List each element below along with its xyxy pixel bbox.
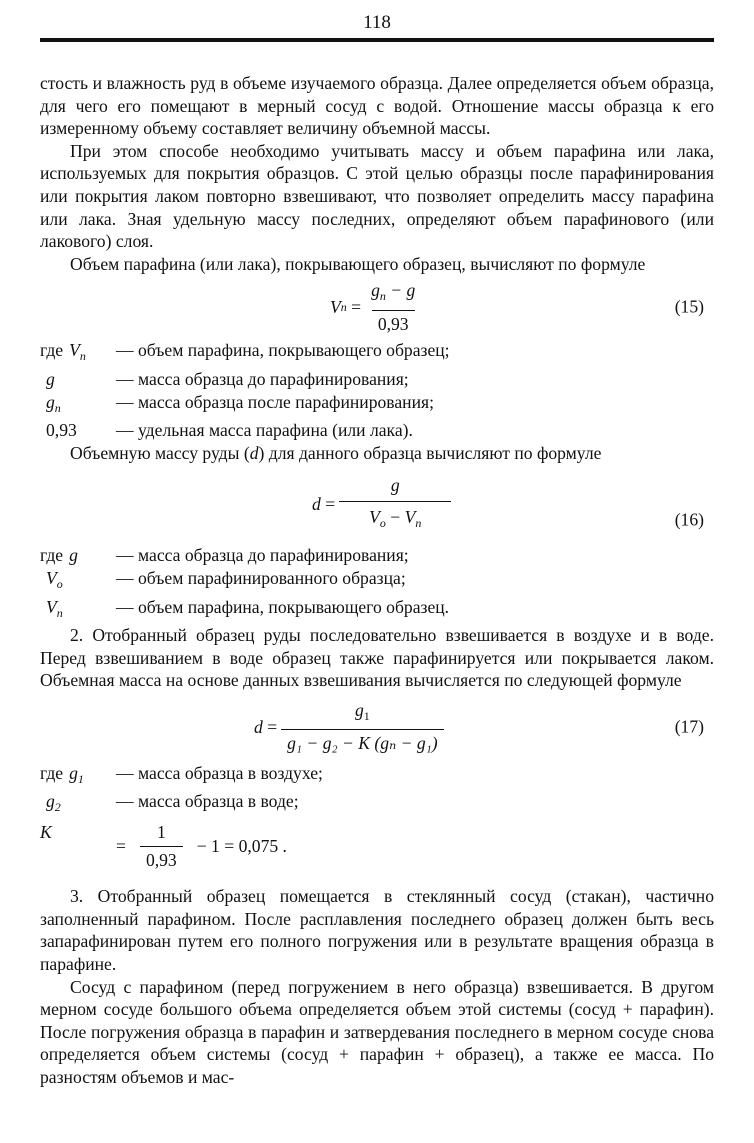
header-rule <box>40 38 714 42</box>
formula-number: (17) <box>674 716 704 737</box>
fraction: $\frac{g_1}{\text{g₁ − g₂ − K (gₙ − g₁)}}$ <box>281 699 444 755</box>
fraction: $\frac{g_n - g}{0,93}$ <box>371 280 416 334</box>
where-description: — удельная масса парафина (или лака). <box>116 420 413 441</box>
formula-17: d = $\frac{g_1}{\text{g₁ − g₂ − K (gₙ − g₁)}}$ (17) <box>254 699 704 754</box>
where-description: — масса образца до парафинирования; <box>116 368 409 389</box>
where-list-3 <box>40 762 714 819</box>
paragraph-3: Объем парафина (или лака), покрывающего образец, вычисляют по формуле <box>70 253 646 274</box>
paragraph-7: Сосуд с парафином (перед погружением в него образца) взвешивается. В другом мерном сосуде большого объема определяется объем этой системы (сосуд + парафин). После погружения образца в парафин и затвердевания последнего в мерном сосуде снова определяется объем системы (сосуд + парафин + образец), а также ее масса. По разностям объемов и мас- <box>40 976 714 1087</box>
where-symbol: $g_n$ <box>46 391 61 415</box>
where-list-1 <box>40 339 714 441</box>
paragraph-2: При этом способе необходимо учитывать массу и объем парафина или лака, используемых для покрытия образцов. С этой целью образцы после парафинирования или покрытия лаком повторно взвешивают, что позволяет определить массу парафина или лака. Зная удельную массу последних, определяют объем парафинового (или лакового) слоя. <box>40 140 714 252</box>
paragraph-4: Объемную массу руды (d) для данного образца вычисляют по формуле <box>70 442 602 463</box>
where-list-2 <box>40 544 714 624</box>
where-symbol: где $V_n$ <box>40 340 86 364</box>
paragraph-5: 2. Отобранный образец руды последовательно взвешивается в воздухе и в воде. Перед взвешиванием в воде образец также парафинируется или покрывается лаком. Объемная масса на основе данных взвешивания вычисляется по следующей формуле <box>40 625 714 691</box>
where-description: — масса образца до парафинирования; <box>116 545 409 566</box>
where-description: — масса образца в воде; <box>116 791 299 812</box>
formula-15: V n = $\frac{g_n - g}{0,93}$ (15) <box>330 280 704 334</box>
where-symbol: $V_n$ <box>46 596 63 620</box>
where-description: — объем парафинированного образца; <box>116 567 406 588</box>
formula-number: (15) <box>674 297 704 318</box>
page-number: 118 <box>363 12 391 33</box>
where-symbol: где $g_1$ <box>40 762 84 786</box>
where-description: — масса образца после парафинирования; <box>116 391 434 412</box>
fraction: $\frac{g}{V_o - V_n}$ <box>339 474 451 534</box>
where-symbol: $g_2$ <box>46 791 61 815</box>
body-text <box>40 72 714 1089</box>
where-symbol: 0,93 <box>46 420 77 441</box>
where-description: — объем парафина, покрывающего образец. <box>116 596 450 617</box>
document-page <box>40 0 714 1143</box>
formula-number: (16) <box>674 510 704 531</box>
formula-16: d = $\frac{g}{V_o - V_n}$ (16) <box>40 464 714 544</box>
where-symbol: где g <box>40 545 78 566</box>
paragraph-1: стость и влажность руд в объеме изучаемого образца. Далее определяется объем образца, для чего его помещают в мерный сосуд с водой. Отношение массы образца к его измеренному объему составляет величину объемной массы. <box>40 73 714 139</box>
k-definition: K = $\frac{1}{0,93}$ − 1 = 0,075 . <box>40 822 287 870</box>
where-description: — масса образца в воздухе; <box>116 762 323 783</box>
where-symbol: $V_o$ <box>46 567 63 591</box>
where-description: — объем парафина, покрывающего образец; <box>116 340 450 361</box>
paragraph-6: 3. Отобранный образец помещается в стеклянный сосуд (стакан), частично заполненный парафином. После расплавления последнего образец должен быть весь запарафинирован путем его полного погружения или в результате вращения образца в парафине. <box>40 886 714 975</box>
where-symbol: g <box>46 368 55 389</box>
